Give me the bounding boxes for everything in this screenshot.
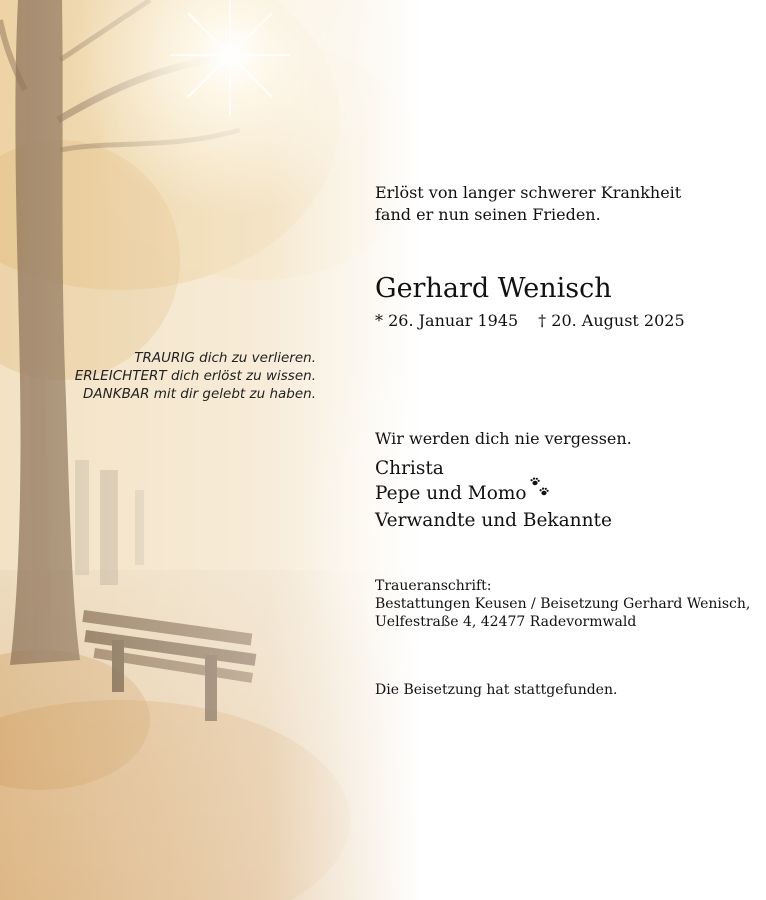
mourning-address [375, 577, 750, 631]
mourner-item: Verwandte und Bekannte [375, 510, 612, 531]
death-date: † 20. August 2025 [538, 311, 685, 330]
address-line-1: Bestattungen Keusen / Beisetzung Gerhard Wenisch, [375, 596, 751, 612]
quote-line-3: DANKBAR mit dir gelebt zu haben. [83, 386, 316, 402]
deceased-name: Gerhard Wenisch [375, 273, 612, 304]
address-heading: Traueranschrift: [375, 578, 492, 594]
intro-line-2: fand er nun seinen Frieden. [375, 205, 601, 224]
quote-line-2: ERLEICHTERT dich erlöst zu wissen. [74, 368, 316, 384]
address-line-2: Uelfestraße 4, 42477 Radevormwald [375, 614, 637, 630]
intro-text [375, 182, 681, 226]
birth-date: * 26. Januar 1945 [375, 311, 519, 330]
farewell-text: Wir werden dich nie vergessen. [375, 429, 632, 448]
mourner-item: Christa [375, 458, 444, 479]
memorial-quote [75, 349, 316, 403]
life-dates [375, 311, 685, 331]
closing-note: Die Beisetzung hat stattgefunden. [375, 682, 618, 698]
paw-prints-icon [529, 477, 553, 508]
quote-line-1: TRAURIG dich zu verlieren. [134, 350, 316, 366]
intro-line-1: Erlöst von langer schwerer Krankheit [375, 183, 682, 202]
mourners-list [375, 456, 612, 533]
mourner-item: Pepe und Momo [375, 481, 612, 508]
